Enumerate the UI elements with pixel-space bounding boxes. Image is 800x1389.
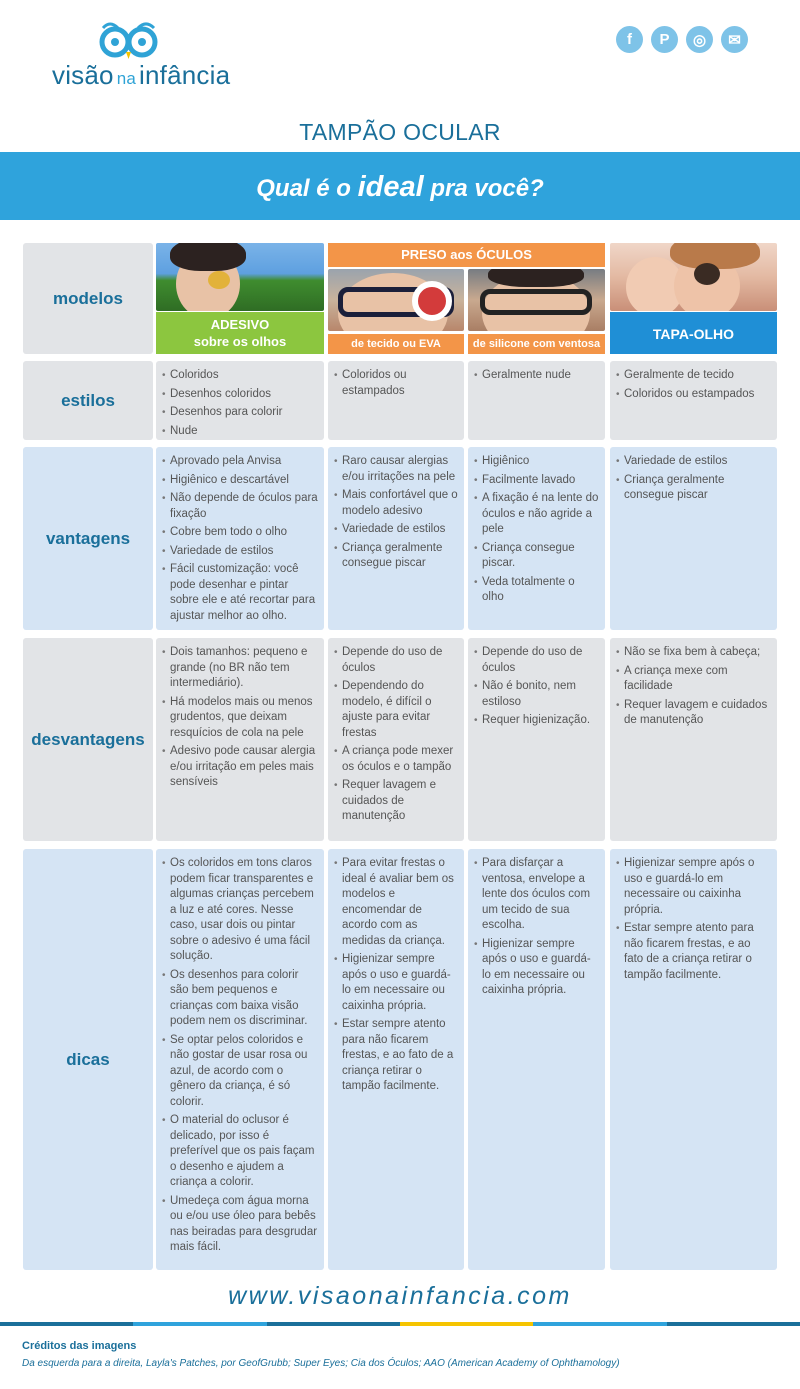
list-item: • Desenhos para colorir	[162, 405, 318, 421]
estilos-patch-cell	[610, 361, 777, 440]
row-label-dicas: dicas	[23, 849, 153, 1270]
list-item: • Geralmente de tecido	[616, 368, 771, 384]
eva-model-tag: de tecido ou EVA	[328, 334, 464, 354]
adhesive-photo	[156, 243, 324, 311]
list-item: • A fixação é na lente do óculos e não agride a pele	[474, 491, 599, 538]
list-item: • Higienizar sempre após o uso e guardá-lo em necessaire ou caixinha própria.	[474, 937, 599, 999]
website-url[interactable]: www.visaonainfancia.com	[228, 1282, 572, 1310]
list-item: • Adesivo pode causar alergia e/ou irritação em peles mais sensíveis	[162, 744, 318, 791]
list-item: • Para disfarçar a ventosa, envelope a lente dos óculos com um tecido de sua escolha.	[474, 856, 599, 934]
list-item: • Para evitar frestas o ideal é avaliar bem os modelos e encomendar de acordo com as medidas da criança.	[334, 856, 458, 949]
list-item: • Não depende de óculos para fixação	[162, 491, 318, 522]
silicone-photo	[468, 269, 605, 331]
list-item: • Higiênico	[474, 454, 599, 470]
logo-text: visão na infância	[52, 60, 231, 90]
estilos-silicone-cell	[468, 361, 605, 440]
desvantagens-adhesive-cell	[156, 638, 324, 841]
dicas-adhesive-cell	[156, 849, 324, 1270]
list-item: • Facilmente lavado	[474, 473, 599, 489]
row-label-vantagens: vantagens	[23, 447, 153, 630]
list-item: • Os coloridos em tons claros podem ficar transparentes e algumas crianças percebem a luz e até cores. Nesse caso, usar dois ou pintar sobre o adesivo é uma fácil solução.	[162, 856, 318, 965]
banner: Qual é o ideal pra você?	[0, 152, 800, 220]
estilos-eva-cell	[328, 361, 464, 440]
list-item: • Requer lavagem e cuidados de manutenção	[334, 778, 458, 825]
dicas-patch-cell	[610, 849, 777, 1270]
list-item: • Criança consegue piscar.	[474, 541, 599, 572]
list-item: • A criança mexe com facilidade	[616, 664, 771, 695]
list-item: • Há modelos mais ou menos grudentos, que deixam resquícios de cola na pele	[162, 695, 318, 742]
list-item: • Coloridos	[162, 368, 318, 384]
vantagens-adhesive-cell	[156, 447, 324, 630]
estilos-adhesive-cell	[156, 361, 324, 440]
list-item: • Mais confortável que o modelo adesivo	[334, 488, 458, 519]
list-item: • Higienizar sempre após o uso e guardá-lo em necessaire ou caixinha própria.	[334, 952, 458, 1014]
glasses-header: PRESO aos ÓCULOS	[328, 243, 605, 267]
row-label-desvantagens: desvantagens	[23, 638, 153, 841]
instagram-icon[interactable]: ◎	[686, 26, 713, 53]
desvantagens-patch-cell	[610, 638, 777, 841]
row-label-estilos: estilos	[23, 361, 153, 440]
list-item: • Criança geralmente consegue piscar	[616, 473, 771, 504]
dicas-eva-cell	[328, 849, 464, 1270]
list-item: • O material do oclusor é delicado, por isso é preferível que os pais façam o desenho e ajudem a criança a colorir.	[162, 1113, 318, 1191]
vantagens-patch-cell	[610, 447, 777, 630]
list-item: • Coloridos ou estampados	[616, 387, 771, 403]
credits-title: Créditos das imagens	[22, 1340, 137, 1352]
desvantagens-silicone-cell	[468, 638, 605, 841]
list-item: • Depende do uso de óculos	[334, 645, 458, 676]
vantagens-silicone-cell	[468, 447, 605, 630]
list-item: • Dois tamanhos: pequeno e grande (no BR não tem intermediário).	[162, 645, 318, 692]
list-item: • Variedade de estilos	[162, 544, 318, 560]
logo[interactable]	[52, 22, 262, 92]
patch-photo	[610, 243, 777, 311]
list-item: • Umedeça com água morna ou e/ou use óleo para bebês nas beiradas para desgrudar mais fácil.	[162, 1194, 318, 1256]
eva-photo	[328, 269, 464, 331]
list-item: • Nude	[162, 424, 318, 440]
list-item: • Variedade de estilos	[616, 454, 771, 470]
pinterest-icon[interactable]: P	[651, 26, 678, 53]
list-item: • Requer higienização.	[474, 713, 599, 729]
dicas-silicone-cell	[468, 849, 605, 1270]
list-item: • Depende do uso de óculos	[474, 645, 599, 676]
list-item: • Geralmente nude	[474, 368, 599, 384]
list-item: • Raro causar alergias e/ou irritações na pele	[334, 454, 458, 485]
list-item: • Estar sempre atento para não ficarem frestas, e ao fato de a criança retirar o tampão facilmente.	[616, 921, 771, 983]
list-item: • Os desenhos para colorir são bem pequenos e crianças com baixa visão podem nem os discriminar.	[162, 968, 318, 1030]
list-item: • Não se fixa bem à cabeça;	[616, 645, 771, 661]
social-links	[616, 26, 748, 53]
list-item: • Higiênico e descartável	[162, 473, 318, 489]
list-item: • Estar sempre atento para não ficarem frestas, e ao fato de a criança retirar o tampão facilmente.	[334, 1017, 458, 1095]
list-item: • Aprovado pela Anvisa	[162, 454, 318, 470]
list-item: • Higienizar sempre após o uso e guardá-lo em necessaire ou caixinha própria.	[616, 856, 771, 918]
list-item: • Cobre bem todo o olho	[162, 525, 318, 541]
list-item: • Se optar pelos coloridos e não gostar de usar rosa ou azul, de acordo com o gênero da criança, é só colorir.	[162, 1033, 318, 1111]
page-title: TAMPÃO OCULAR	[299, 119, 501, 145]
list-item: • Variedade de estilos	[334, 522, 458, 538]
footer-stripe	[0, 1322, 800, 1326]
list-item: • Dependendo do modelo, é difícil o ajuste para evitar frestas	[334, 679, 458, 741]
list-item: • Fácil customização: você pode desenhar e pintar sobre ele e até recortar para ajustar melhor ao olho.	[162, 562, 318, 624]
silicone-model-tag: de silicone com ventosa	[468, 334, 605, 354]
vantagens-eva-cell	[328, 447, 464, 630]
adhesive-model-tag: ADESIVO sobre os olhos	[156, 312, 324, 354]
list-item: • Criança geralmente consegue piscar	[334, 541, 458, 572]
list-item: • Coloridos ou estampados	[334, 368, 458, 399]
owl-eyes-icon	[98, 22, 160, 62]
list-item: • Requer lavagem e cuidados de manutenção	[616, 698, 771, 729]
email-icon[interactable]: ✉	[721, 26, 748, 53]
list-item: • Não é bonito, nem estiloso	[474, 679, 599, 710]
list-item: • Veda totalmente o olho	[474, 575, 599, 606]
credits-text: Da esquerda para a direita, Layla's Patches, por GeofGrubb; Super Eyes; Cia dos Óculos; AAO (American Academy of Ophthamology)	[22, 1358, 620, 1369]
patch-model-tag: TAPA-OLHO	[610, 312, 777, 354]
facebook-icon[interactable]: f	[616, 26, 643, 53]
list-item: • Desenhos coloridos	[162, 387, 318, 403]
desvantagens-eva-cell	[328, 638, 464, 841]
list-item: • A criança pode mexer os óculos e o tampão	[334, 744, 458, 775]
row-label-modelos: modelos	[23, 243, 153, 354]
